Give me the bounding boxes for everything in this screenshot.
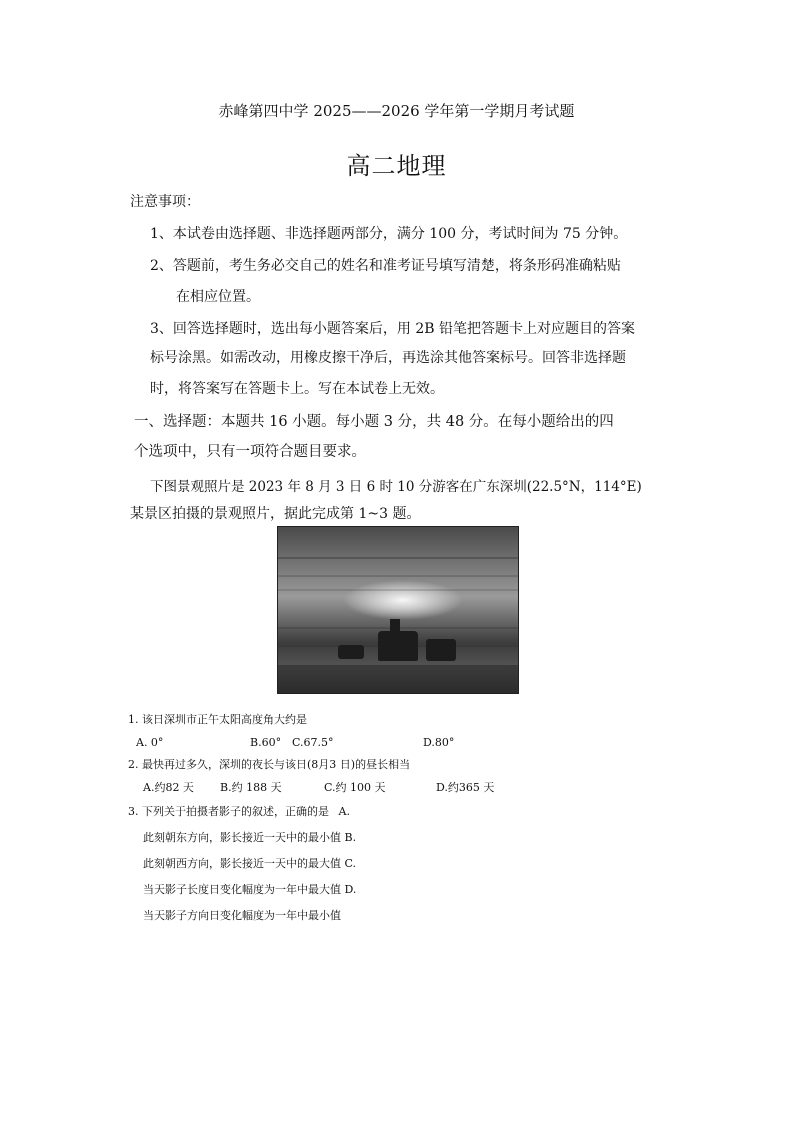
section-heading-cont: 个选项中，只有一项符合题目要求。 xyxy=(134,444,366,460)
notice-3-cont-2: 时，将答案写在答题卡上。写在本试卷上无效。 xyxy=(150,381,444,397)
notice-2-cont: 在相应位置。 xyxy=(176,289,260,305)
q1-option-d: D.80° xyxy=(423,736,455,749)
notice-heading: 注意事项： xyxy=(130,194,200,210)
question-3-stem xyxy=(128,803,350,819)
q2-option-a: A.约82 天 xyxy=(143,781,194,794)
intro-text-cont: 某景区拍摄的景观照片，据此完成第 1~3 题。 xyxy=(130,506,421,522)
q3-line-2: 此刻朝西方向，影长接近一天中的最大值 C. xyxy=(143,857,357,870)
question-1-stem: 1. 该日深圳市正午太阳高度角大约是 xyxy=(128,713,307,726)
notice-1: 1、本试卷由选择题、非选择题两部分，满分 100 分，考试时间为 75 分钟。 xyxy=(150,226,628,242)
q2-option-c: C.约 100 天 xyxy=(324,781,386,794)
q3-line-1: 此刻朝东方向，影长接近一天中的最小值 B. xyxy=(143,831,357,844)
q2-option-d: D.约365 天 xyxy=(436,781,495,794)
q3-line-3: 当天影子长度日变化幅度为一年中最大值 D. xyxy=(143,883,357,896)
notice-3: 3、回答选择题时，选出每小题答案后，用 2B 铅笔把答题卡上对应题目的答案 xyxy=(150,321,636,337)
question-2-stem: 2. 最快再过多久，深圳的夜长与该日(8月3 日)的昼长相当 xyxy=(128,758,411,771)
notice-2: 2、答题前，考生务必交自己的姓名和准考证号填写清楚，将条形码准确粘贴 xyxy=(150,258,621,274)
page-title: 高二地理 xyxy=(346,152,447,180)
q1-option-a: A. 0° xyxy=(136,736,164,749)
notice-3-cont-1: 标号涂黑。如需改动，用橡皮擦干净后，再选涂其他答案标号。回答非选择题 xyxy=(150,350,626,366)
landscape-photo xyxy=(277,526,519,694)
q2-option-b: B.约 188 天 xyxy=(220,781,282,794)
q3-stem-text: 3. 下列关于拍摄者影子的叙述，正确的是 xyxy=(128,805,329,818)
section-heading: 一、选择题：本题共 16 小题。每小题 3 分，共 48 分。在每小题给出的四 xyxy=(134,414,614,430)
q1-option-c: C.67.5° xyxy=(292,736,334,749)
q3-option-a-label: A. xyxy=(338,805,350,818)
intro-text: 下图景观照片是 2023 年 8 月 3 日 6 时 10 分游客在广东深圳(22.5°N，114°E) xyxy=(150,479,642,495)
q1-option-b: B.60° xyxy=(250,736,282,749)
q3-line-4: 当天影子方向日变化幅度为一年中最小值 xyxy=(143,909,341,922)
exam-header: 赤峰第四中学 2025——2026 学年第一学期月考试题 xyxy=(218,102,575,120)
